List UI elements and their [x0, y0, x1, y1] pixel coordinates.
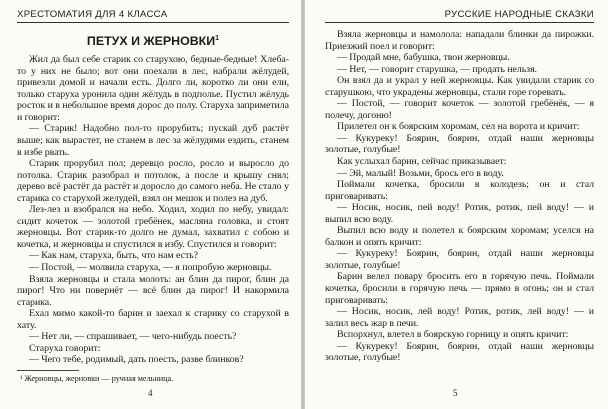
- page-number-left: 4: [148, 388, 153, 398]
- paragraph: — Носик, носик, пей воду! Ротик, ротик, пей воду! — и выпил всю воду.: [325, 202, 594, 225]
- footnote: ¹ Жерновцы, жерновки — ручная мельница.: [20, 373, 174, 383]
- story-title-text: ПЕТУХ И ЖЕРНОВКИ: [86, 34, 216, 49]
- right-page: [305, 0, 608, 409]
- paragraph: Вспорхнул, влетел в боярскую горницу и опять кричит:: [337, 329, 569, 341]
- paragraph: — Кукуреку! Боярин, боярин, отдай наши жерновцы золотые, голубые!: [325, 248, 594, 271]
- paragraph: Прилетел он к боярским хоромам, сел на ворота и кричит:: [337, 121, 580, 133]
- running-head-left: ХРЕСТОМАТИЯ ДЛЯ 4 КЛАССА: [17, 9, 289, 23]
- paragraph: — Кукуреку! Боярин, боярин, отдай наши жерновцы золотые, голубые!: [325, 340, 594, 364]
- left-page: [0, 0, 301, 409]
- page-number-right: 5: [453, 388, 458, 398]
- paragraph: Взяла жерновцы и стала молоть: ан блин да пирог, блин да пирог! Что ни повернёт — всё блин да пирог! И накормила старика.: [17, 273, 289, 308]
- paragraph: Поймали кочетка, бросили в колодезь; он и стал приговаривать:: [325, 179, 594, 202]
- footnote-rule: [17, 370, 79, 371]
- left-page-body: [17, 54, 289, 366]
- paragraph: Барин велел повару бросить его в горячую печь. Поймали кочетка, бросили в горячую печь — прямо в огонь; он и стал приговаривать:: [325, 271, 594, 306]
- paragraph: Он взял да и украл у ней жерновцы. Как увидали старик со старушкою, что украдены жерновцы, стали горе горевать.: [325, 75, 594, 98]
- paragraph: — Нет ли, — спрашивает, — чего-нибудь поесть?: [29, 331, 237, 343]
- paragraph: — Постой, — говорит кочеток — золотой гребёнёк, — я полечу, догоню!: [325, 98, 594, 121]
- paragraph: Лез-лез и взобрался на небо. Ходил, ходил по небу, увидал: сидит кочеток — золотой гребёнек, масляна головка, и стоят жерновцы. Вот старик-то долго не думал, захватил с собою и кочетка, и жерновцы и спустился в избу. Спустился и говорит:: [17, 204, 289, 250]
- paragraph: — Эй, малый! Возьми, брось его в воду.: [337, 167, 504, 179]
- paragraph: — Как нам, старуха, быть, что нам есть?: [29, 250, 199, 262]
- paragraph: — Чего тебе, родимый, дать поесть, разве блинков?: [29, 354, 244, 366]
- paragraph: Старик прорубил пол; деревцо росло, росло и выросло до потолка. Старик разобрал и потолок, а после и крышу снял; дерево всё растёт да растёт и доросло до самого неба. Не стало у старика со старухой желудей, взял он мешок и полез на дуб.: [17, 158, 289, 204]
- footnote-marker: 1: [215, 35, 220, 42]
- paragraph: — Старик! Надобно пол-то прорубить; пускай дуб растёт выше; как вырастет, не станем в лес за жёлудями ездить, станем в избе рвать.: [17, 123, 289, 158]
- paragraph: Ехал мимо какой-то барин и заехал к старику со старухой в хату.: [17, 308, 289, 331]
- paragraph: Как услыхал барин, сейчас приказывает:: [337, 156, 507, 168]
- paragraph: Выпил всю воду и полетел к боярским хоромам; уселся на балкон и опять кричит:: [325, 225, 594, 248]
- paragraph: — Постой, — молвила старуха, — я попробую жерновцы.: [29, 261, 272, 273]
- paragraph: Взяла жерновцы и намолола: нападали блинки да пирожки. Приезжий поел и говорит:: [325, 29, 594, 52]
- running-head-right: РУССКИЕ НАРОДНЫЕ СКАЗКИ: [325, 9, 594, 23]
- right-page-body: [325, 29, 594, 364]
- paragraph: Жил да был себе старик со старухою, бедные-бедные! Хлеба-то у них не было; вот они поехали в лес, набрали жёлудей, привезли домой и начали есть. Долго ли, коротко ли они ели, только старуха уронила один жёлудь в подполье. Пустил жёлудь росток и в небольшое время дорос до полу. Старуха заприметила и говорит:: [17, 54, 289, 123]
- paragraph: — Нет, — говорит старушка, — продать нельзя.: [337, 63, 537, 75]
- paragraph: — Носик, носик, лей воду! Ротик, ротик, лей воду! — и залил весь жар в печи.: [325, 306, 594, 329]
- story-title: [17, 32, 289, 48]
- paragraph: — Кукуреку! Боярин, боярин, отдай наши жерновцы золотые, голубые!: [325, 132, 594, 156]
- paragraph: — Продай мне, бабушка, твои жерновцы.: [337, 52, 510, 64]
- paragraph: Старуха говорит:: [29, 342, 101, 354]
